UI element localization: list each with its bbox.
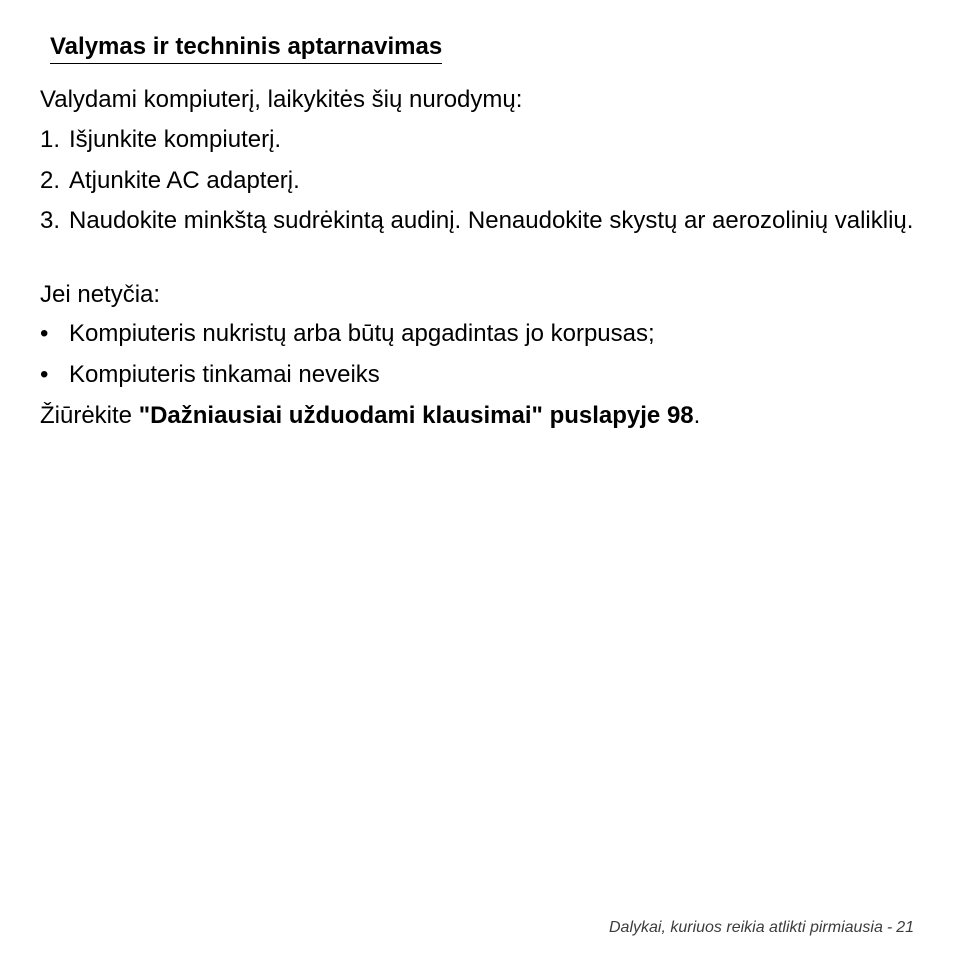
reference-suffix: . <box>693 402 701 429</box>
step-item-3 <box>40 205 930 236</box>
intro-paragraph: Valydami kompiuterį, laikykitės šių nurodymų: <box>40 86 523 113</box>
bullet-marker: • <box>40 320 49 347</box>
bullet-item-1 <box>40 318 930 349</box>
step-text: Išjunkite kompiuterį. <box>69 126 282 153</box>
section-heading: Valymas ir techninis aptarnavimas <box>50 32 442 64</box>
bullet-marker: • <box>40 361 49 388</box>
step-number: 1. <box>40 126 61 153</box>
page-number: 21 <box>896 919 914 936</box>
step-item-1 <box>40 124 930 155</box>
faq-reference-link[interactable]: "Dažniausiai užduodami klausimai" puslapyje 98 <box>138 402 694 429</box>
footer-separator: - <box>886 919 893 936</box>
page-footer <box>609 918 914 938</box>
step-number: 3. <box>40 207 61 234</box>
bullet-text: Kompiuteris tinkamai neveiks <box>69 361 380 388</box>
step-number: 2. <box>40 167 61 194</box>
reference-prefix: Žiūrėkite <box>40 402 139 429</box>
bullet-item-2 <box>40 359 930 390</box>
step-text: Atjunkite AC adapterį. <box>69 167 300 194</box>
step-item-2 <box>40 165 930 196</box>
reference-paragraph <box>40 400 700 431</box>
bullet-text: Kompiuteris nukristų arba būtų apgadintas jo korpusas; <box>69 320 655 347</box>
step-text: Naudokite minkštą sudrėkintą audinį. Nenaudokite skystų ar aerozolinių valiklių. <box>69 207 914 234</box>
condition-intro: Jei netyčia: <box>40 281 161 308</box>
footer-section-title: Dalykai, kuriuos reikia atlikti pirmiausia <box>609 919 883 936</box>
